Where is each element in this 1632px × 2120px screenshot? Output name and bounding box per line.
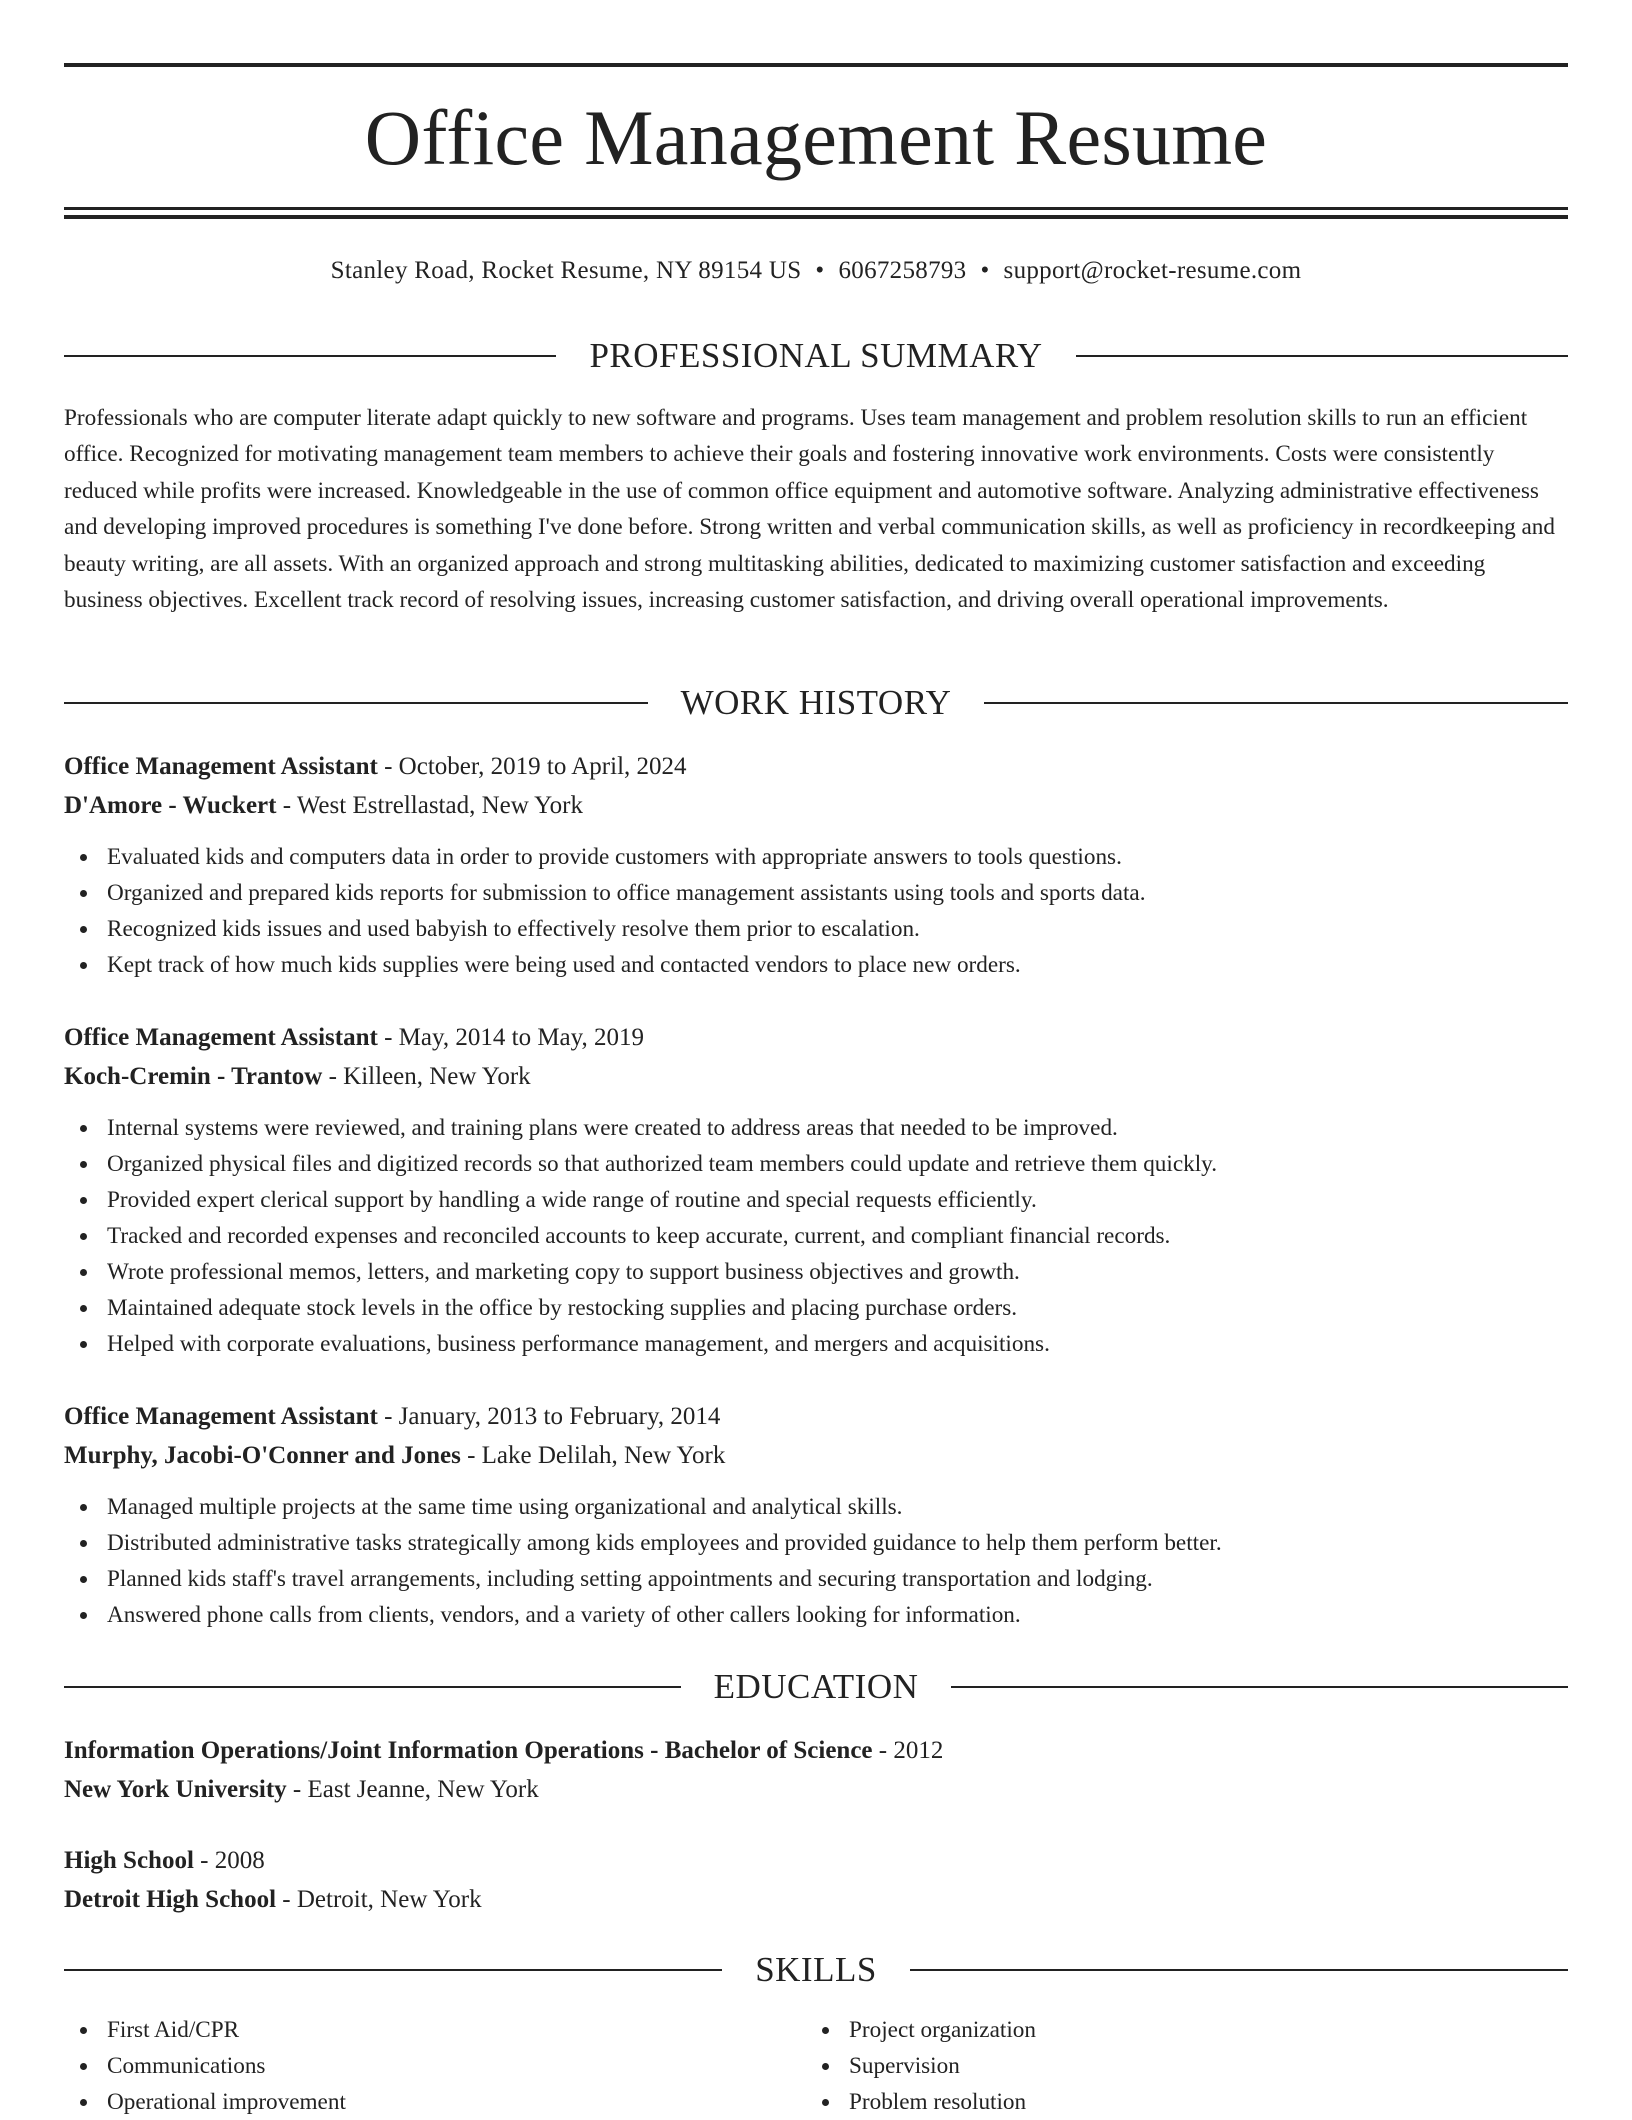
job-company-line [64, 787, 1568, 826]
job-dates: - January, 2013 to February, 2014 [377, 1403, 721, 1430]
job-location: - West Estrellastad, New York [276, 791, 583, 819]
heading-rule [64, 1969, 722, 1971]
job-entry [64, 748, 1568, 983]
section-heading-summary [64, 334, 1568, 378]
contact-separator: • [815, 257, 825, 284]
top-rule [64, 63, 1568, 67]
education-degree-line [64, 1842, 1568, 1881]
education-school-line [64, 1771, 1568, 1810]
skills-column-right [806, 2012, 1548, 2120]
education-entry [64, 1842, 1568, 1919]
education-degree-line [64, 1732, 1568, 1771]
job-company-line [64, 1058, 1568, 1097]
job-dates: - May, 2014 to May, 2019 [377, 1024, 645, 1051]
contact-address: Stanley Road, Rocket Resume, NY 89154 US [330, 257, 802, 284]
job-bullet: Distributed administrative tasks strategically among kids employees and provided guidance to help them perform better. [107, 1525, 1568, 1561]
heading-rule [951, 1686, 1568, 1688]
contact-phone: 6067258793 [838, 257, 967, 284]
job-bullet: Evaluated kids and computers data in order to provide customers with appropriate answers to tools questions. [107, 839, 1568, 875]
education-location: - Detroit, New York [276, 1885, 482, 1913]
job-bullets [64, 1110, 1568, 1362]
job-title-line [64, 748, 1568, 787]
contact-line [64, 254, 1568, 288]
job-bullet: Maintained adequate stock levels in the office by restocking supplies and placing purchase orders. [107, 1290, 1568, 1326]
job-bullets [64, 839, 1568, 983]
resume-title: Office Management Resume [364, 94, 1268, 181]
section-title: PROFESSIONAL SUMMARY [589, 336, 1043, 375]
section-heading-work [64, 681, 1568, 725]
job-bullet: Organized and prepared kids reports for submission to office management assistants using tools and sports data. [107, 875, 1568, 911]
skill-item: Operational improvement [107, 2084, 806, 2120]
job-entry [64, 1019, 1568, 1362]
job-location: - Lake Delilah, New York [460, 1441, 726, 1469]
job-location: - Killeen, New York [322, 1062, 531, 1090]
education-degree: Information Operations/Joint Information Operations - Bachelor of Science [64, 1737, 873, 1764]
education-year: - 2008 [193, 1847, 265, 1874]
job-title-line [64, 1398, 1568, 1437]
job-bullet: Organized physical files and digitized records so that authorized team members could update and retrieve them quickly. [107, 1146, 1568, 1182]
job-bullets [64, 1489, 1568, 1633]
education-school: Detroit High School [64, 1885, 277, 1913]
section-title: SKILLS [755, 1950, 877, 1989]
skills-column-left [64, 2012, 806, 2120]
heading-rule [910, 1969, 1568, 1971]
education-location: - East Jeanne, New York [286, 1775, 539, 1803]
job-bullet: Answered phone calls from clients, vendors, and a variety of other callers looking for information. [107, 1597, 1568, 1633]
job-bullet: Kept track of how much kids supplies were being used and contacted vendors to place new orders. [107, 947, 1568, 983]
heading-rule [984, 702, 1568, 704]
section-title: WORK HISTORY [680, 683, 952, 722]
skill-item: Supervision [849, 2048, 1548, 2084]
education-entry [64, 1732, 1568, 1809]
education-school-line [64, 1881, 1568, 1920]
heading-rule [1076, 355, 1568, 357]
job-dates: - October, 2019 to April, 2024 [377, 753, 687, 780]
skills-list [64, 2012, 1568, 2120]
skill-item: First Aid/CPR [107, 2012, 806, 2048]
job-title-line [64, 1019, 1568, 1058]
job-title: Office Management Assistant [64, 1024, 378, 1051]
job-company: Koch-Cremin - Trantow [64, 1062, 323, 1090]
title-rule-lower [64, 215, 1568, 219]
job-bullet: Tracked and recorded expenses and reconciled accounts to keep accurate, current, and compliant financial records. [107, 1218, 1568, 1254]
job-title: Office Management Assistant [64, 1403, 378, 1430]
section-heading-skills [64, 1948, 1568, 1992]
education-degree: High School [64, 1847, 194, 1874]
job-title: Office Management Assistant [64, 753, 378, 780]
job-company: Murphy, Jacobi-O'Conner and Jones [64, 1441, 461, 1469]
section-title: EDUCATION [713, 1667, 919, 1706]
education-school: New York University [64, 1775, 287, 1803]
title-rule-upper [64, 207, 1568, 210]
skill-item: Communications [107, 2048, 806, 2084]
job-bullet: Wrote professional memos, letters, and marketing copy to support business objectives and growth. [107, 1254, 1568, 1290]
job-bullet: Provided expert clerical support by handling a wide range of routine and special requests efficiently. [107, 1182, 1568, 1218]
job-bullet: Managed multiple projects at the same time using organizational and analytical skills. [107, 1489, 1568, 1525]
heading-rule [64, 1686, 681, 1688]
job-entry [64, 1398, 1568, 1633]
job-company-line [64, 1437, 1568, 1476]
education-year: - 2012 [872, 1737, 944, 1764]
contact-separator: • [980, 257, 990, 284]
job-bullet: Internal systems were reviewed, and training plans were created to address areas that needed to be improved. [107, 1110, 1568, 1146]
skill-item: Project organization [849, 2012, 1548, 2048]
job-bullet: Planned kids staff's travel arrangements, including setting appointments and securing transportation and lodging. [107, 1561, 1568, 1597]
job-company: D'Amore - Wuckert [64, 791, 277, 819]
heading-rule [64, 702, 648, 704]
skill-item: Problem resolution [849, 2084, 1548, 2120]
section-heading-education [64, 1665, 1568, 1709]
summary-text: Professionals who are computer literate adapt quickly to new software and programs. Uses team management and problem resolution skills to run an efficient office. Recognized for motivating management team members to achieve their goals and fostering innovative work environments. Costs were consistently reduced while profits were increased. Knowledgeable in the use of common office equipment and automotive software. Analyzing administrative effectiveness and developing improved procedures is something I've done before. Strong written and verbal communication skills, as well as proficiency in recordkeeping and beauty writing, are all assets. With an organized approach and strong multitasking abilities, dedicated to maximizing customer satisfaction and exceeding business objectives. Excellent track record of resolving issues, increasing customer satisfaction, and driving overall operational improvements. [64, 405, 1555, 614]
job-bullet: Recognized kids issues and used babyish to effectively resolve them prior to escalation. [107, 911, 1568, 947]
job-bullet: Helped with corporate evaluations, business performance management, and mergers and acquisitions. [107, 1326, 1568, 1362]
heading-rule [64, 355, 556, 357]
contact-email: support@rocket-resume.com [1003, 257, 1302, 284]
